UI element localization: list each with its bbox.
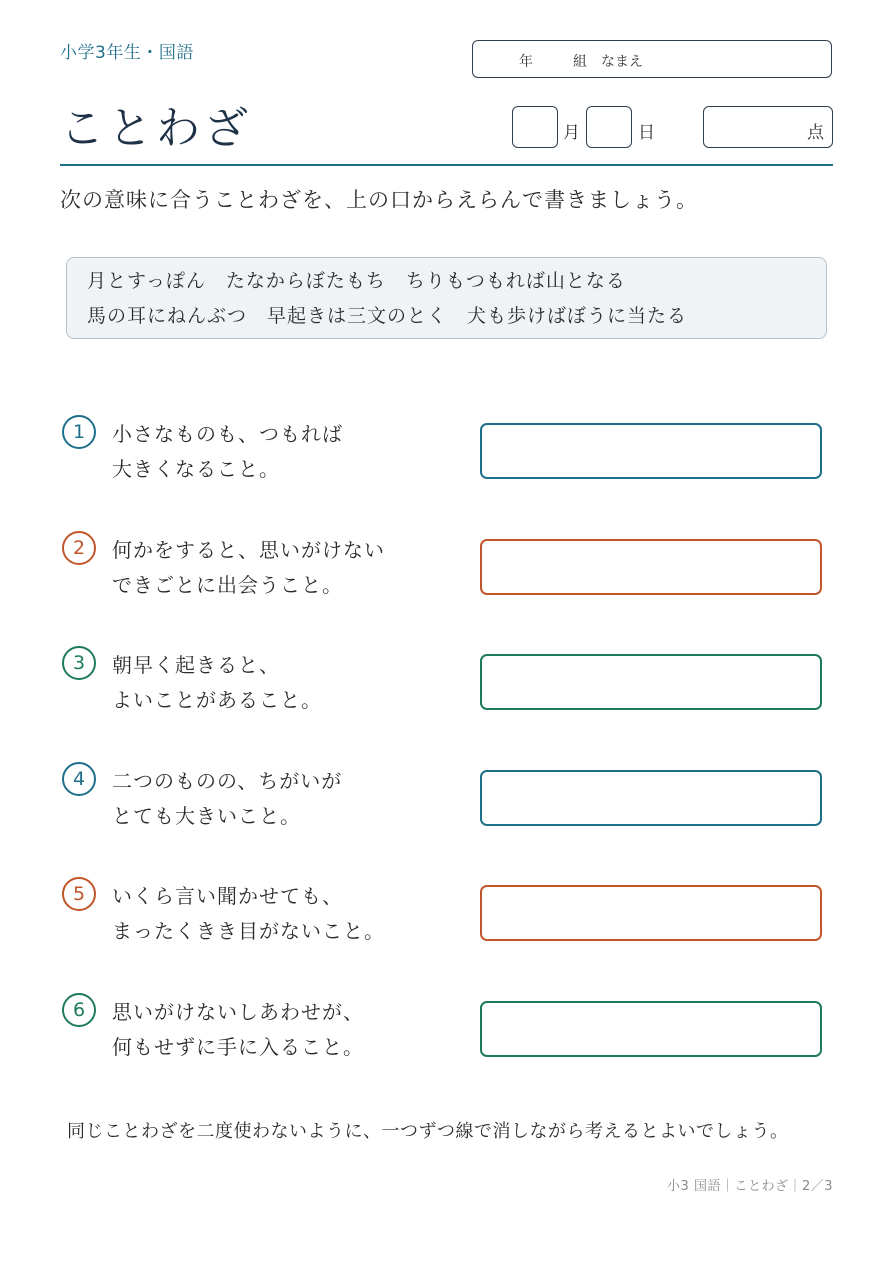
- class-label: 組: [573, 54, 587, 70]
- month-field[interactable]: [512, 106, 558, 148]
- question-number-badge: 2: [62, 531, 96, 565]
- answer-field[interactable]: [480, 539, 822, 595]
- question-line: よいことがあること。: [112, 688, 322, 712]
- question-3: [60, 646, 833, 716]
- choices-line-1: 月とすっぽん たなからぼたもち ちりもつもれば山となる: [87, 270, 626, 292]
- answer-field[interactable]: [480, 885, 822, 941]
- answer-field[interactable]: [480, 770, 822, 826]
- day-field[interactable]: [586, 106, 632, 148]
- question-text: [112, 764, 342, 834]
- question-text: [112, 879, 385, 949]
- question-text: [112, 533, 385, 603]
- question-number-badge: 6: [62, 993, 96, 1027]
- answer-field[interactable]: [480, 423, 822, 479]
- question-line: できごとに出会うこと。: [112, 573, 343, 597]
- question-number-badge: 4: [62, 762, 96, 796]
- choices-box: [66, 257, 827, 339]
- header-divider: [60, 164, 833, 166]
- page-footer: 小3 国語｜ことわざ｜2／3: [667, 1179, 833, 1194]
- answer-field[interactable]: [480, 654, 822, 710]
- answer-field[interactable]: [480, 1001, 822, 1057]
- question-line: 二つのものの、ちがいが: [112, 769, 343, 793]
- name-label: なまえ: [601, 54, 643, 70]
- year-label: 年: [519, 54, 533, 70]
- page-title: ことわざ: [60, 103, 252, 154]
- question-line: 朝早く起きると、: [112, 653, 280, 677]
- instruction-text: 次の意味に合うことわざを、上の口からえらんで書きましょう。: [60, 188, 698, 212]
- day-label: 日: [638, 123, 655, 143]
- question-number-badge: 1: [62, 415, 96, 449]
- grade-subject-label: 小学3年生・国語: [60, 43, 194, 63]
- question-line: とても大きいこと。: [112, 804, 301, 828]
- question-1: [60, 415, 833, 485]
- question-line: 何もせずに手に入ること。: [112, 1035, 364, 1059]
- month-label: 月: [563, 123, 580, 143]
- name-box[interactable]: [472, 40, 832, 78]
- question-text: [112, 648, 322, 718]
- question-2: [60, 531, 833, 601]
- question-text: [112, 995, 364, 1065]
- choices-line-2: 馬の耳にねんぶつ 早起きは三文のとく 犬も歩けばぼうに当たる: [87, 305, 688, 327]
- question-number-badge: 5: [62, 877, 96, 911]
- score-label: 点: [807, 123, 824, 143]
- note-text: 同じことわざを二度使わないように、一つずつ線で消しながら考えるとよいでしょう。: [67, 1121, 789, 1142]
- question-line: 思いがけないしあわせが、: [112, 1000, 364, 1024]
- question-line: いくら言い聞かせても、: [112, 884, 343, 908]
- question-number-badge: 3: [62, 646, 96, 680]
- question-5: [60, 877, 833, 947]
- question-4: [60, 762, 833, 832]
- question-line: 何かをすると、思いがけない: [112, 538, 385, 562]
- question-line: 大きくなること。: [112, 457, 280, 481]
- question-line: 小さなものも、つもれば: [112, 422, 343, 446]
- question-text: [112, 417, 343, 487]
- question-line: まったくきき目がないこと。: [112, 919, 385, 943]
- score-field[interactable]: [703, 106, 833, 148]
- question-6: [60, 993, 833, 1063]
